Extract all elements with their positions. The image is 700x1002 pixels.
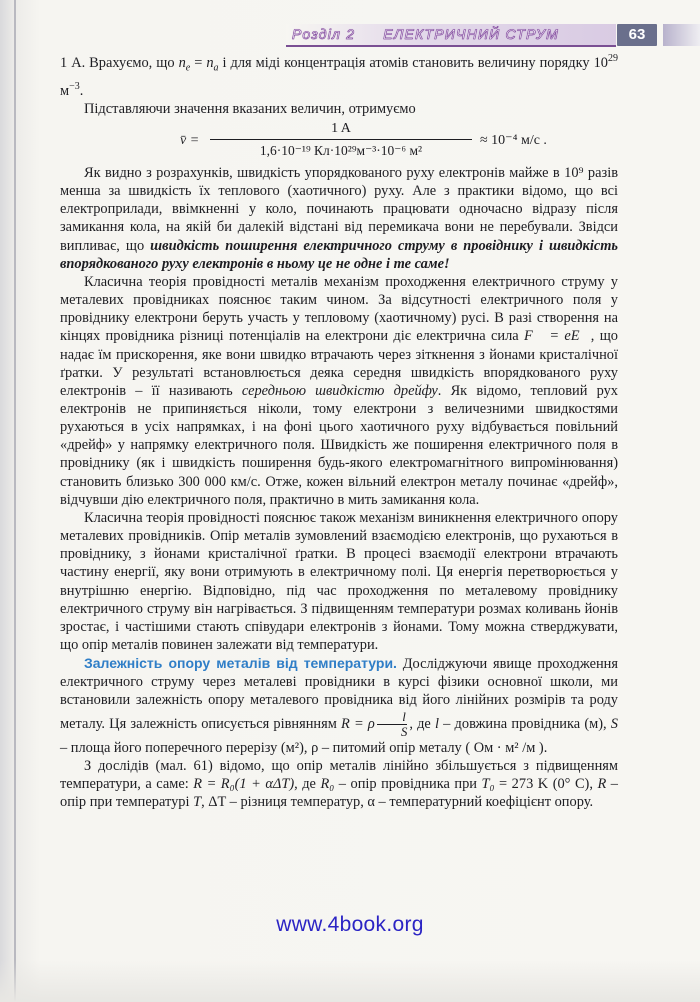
footer-watermark-url[interactable]: www.4book.org: [276, 913, 424, 936]
fraction-bar: [210, 139, 472, 140]
paragraph-temperature-dependence: Залежність опору металів від температури. Досліджуючи явище проходження електричного струму через металеві провідники в курсі фізики основної школи, ми встановили залежність опору металевого провідника від його лінійних розмірів та роду металу. Ця залежність описується рівнянням R = ρ $\frac{l}{S}$ , де l – довжина провідника (м), S – площа його поперечного перерізу (м²), ρ – питомий опір металу ( Ом · м² /м ).: [60, 655, 619, 756]
drift-velocity-formula: [60, 118, 618, 164]
force-equation: F⃗ = eE⃗: [524, 328, 591, 345]
resistance-formula-lhs: R = ρ: [341, 715, 375, 732]
formula-rhs: ≈ 10⁻⁴ м/с .: [480, 132, 547, 148]
header-section: Розділ 2: [292, 26, 356, 42]
intro-substitution: Підставляючи значення вказаних величин, отримуємо: [84, 100, 416, 117]
l-over-s-fraction: $\frac{l}{S}$: [377, 710, 408, 739]
paragraph-linear-dependence: З дослідів (мал. 61) відомо, що опір металів лінійно збільшується з підвищенням температури, а саме: R = R₀(1 + αΔT), де R₀ – опір провідника при T₀ = 273 K (0° C), R – опір при температурі T, ΔT – різниця температур, α – температурний коефіцієнт опору.: [60, 757, 618, 811]
formula-fraction: [210, 120, 472, 160]
emphasis-conclusion: швидкість поширення електричного струму в провіднику і швидкість впорядкованого руху електронів в ньому це не одне і те саме!: [60, 237, 618, 272]
paragraph-resistance-mechanism: Класична теорія провідності пояснює також механізм виникнення електричного опору металевих провідників. Опір металів зумовлений взаємодією електронів, що рухаються в провіднику, з йонами кристалічної ґратки. В процесі взаємодії електрони втрачають частину енергії, яку вони отримують в електричному полі. Ця енергія перетворюється у внутрішню енергію. Відповідно, під час проходження по металевому провіднику електричного струму він нагрівається. З підвищенням температури розмах коливань йонів зростає, і частішими стають співудари електронів з йонами. Тому можна стверджувати, що опір металів повинен залежати від температури.: [60, 509, 618, 653]
section-heading: Залежність опору металів від температури.: [84, 655, 397, 672]
page-bottom-shadow: [0, 960, 700, 1002]
formula-denominator: 1,6·10⁻¹⁹ Кл·10²⁹м⁻³·10⁻⁶ м²: [259, 142, 423, 158]
header-chapter: ЕЛЕКТРИЧНИЙ СТРУМ: [383, 26, 559, 42]
paragraph-speed-comparison: Як видно з розрахунків, швидкість упорядкованого руху електронів майже в 10⁹ разів менша за швидкість їх теплового (хаотичного) руху. Але з практики відомо, що всі електроприлади, ввімкненні у коло, починають працювати одночасно відразу після замикання кола, на якій би далекій відстані від перемикача вони не перебували. Звідси випливає, що швидкість поширення електричного струму в провіднику і швидкість впорядкованого руху електронів в ньому це не одне і те саме!: [60, 164, 618, 272]
body-text: [60, 50, 618, 811]
page-number-box: [617, 24, 657, 46]
paragraph-classical-theory: Класична теорія провідності металів механізм проходження електричного струму у металевих провідниках пояснює таким чином. За відсутності електричного поля у провіднику електрони беруть участь у тепловому (хаотичному) русі. В разі створення на кінцях провідника різниці потенціалів на електрони діє електрична сила F⃗ = eE⃗, що надає їм прискорення, яке вони швидко втрачають через зіткнення з йонами кристалічної ґратки. У результаті встановлюється деяка середня швидкість впорядкованого руху електронів – її називають середньою швидкістю дрейфу. Як відомо, тепловий рух електронів не припиняється ніколи, тому електрони з величезними швидкостями рухаються в усіх напрямках, і на фоні цього хаотичного руху відбувається повільний «дрейф» у напрямку електричного поля. Швидкість же поширення електричного поля в провіднику (як і швидкість поширення будь-якого електромагнітного випромінювання) становить близько 300 000 км/с. Отже, кожен вільний електрон металу починає «дрейф», відчувши дію електричного поля, практично в мить замикання кола.: [60, 273, 618, 508]
drift-term: середньою швидкістю дрейфу: [241, 382, 438, 399]
header-side-band: [663, 24, 700, 46]
temperature-formula: R = R₀(1 + αΔT): [193, 775, 295, 792]
running-header: [292, 26, 612, 44]
header-rule: [286, 45, 616, 47]
intro-paragraph: 1 А. Врахуємо, що $n_e = n_a$ і для міді концентрація атомів становить величину порядку $10^{29}$ $м^{-3}$.: [60, 53, 618, 99]
page-number: 63: [628, 26, 646, 43]
formula-numerator: 1 A: [331, 120, 351, 136]
formula-lhs: v̄ =: [180, 132, 200, 148]
book-gutter: [14, 0, 16, 1002]
